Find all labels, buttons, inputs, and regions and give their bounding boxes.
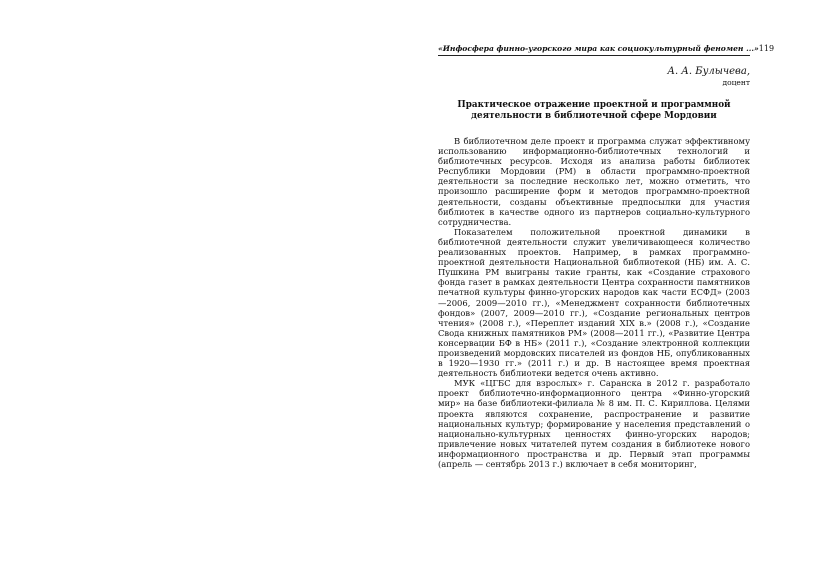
paragraph: Показателем положительной проектной динамики в библиотечной деятельности служит увеличивающееся количество реализованных проектов. Например, в рамках программно-проектной деятельности Национальной библиотекой (НБ) им. А. С. Пушкина РМ выиграны такие гранты, как «Создание страхового фонда газет в рамках деятельности Центра сохранности памятников печатной культуры финно-угорских народов как части ЕСФД» (2003—2006, 2009—2010 гг.), «Менеджмент сохранности библиотечных фондов» (2007, 2009—2010 гг.), «Создание региональных центров чтения» (2008 г.), «Переплет изданий XIX в.» (2008 г.), «Создание Свода книжных памятников РМ» (2008—2011 гг.), «Развитие Центра консервации БФ в НБ» (2011 г.), «Создание электронной коллекции произведений мордовских писателей из фондов НБ, опубликованных в 1920—1930 гг.» (2011 г.) и др. В настоящее время проектная деятельность библиотеки ведется очень активно. <box>438 226 750 379</box>
article-title: Практическое отражение проектной и программной деятельности в библиотечной сфере Мордовии <box>457 100 731 121</box>
paragraph: В библиотечном деле проект и программа служат эффективному использованию информационно-библиотечных технологий и библиотечных ресурсов. Исходя из анализа работы библиотек Республики Мордовии (РМ) в области программно-проектной деятельности за последние несколько лет, можно отметить, что произошло расширение форм и методов программно-проектной деятельности, созданы объективные предпосылки для участия библиотек в качестве одного из партнеров социально-культурного сотрудничества. <box>438 136 750 227</box>
author-name: А. А. Булычева, <box>667 66 750 77</box>
page-number: 119 <box>758 44 775 53</box>
article-body <box>438 136 750 469</box>
running-header <box>438 44 775 56</box>
running-title: «Инфосфера финно-угорского мира как социокультурный феномен ...» <box>438 44 759 53</box>
author-position: доцент <box>722 78 750 87</box>
document-page <box>438 44 775 469</box>
paragraph: МУК «ЦГБС для взрослых» г. Саранска в 2012 г. разработало проект библиотечно-информационного центра «Финно-угорский мир» на базе библиотеки-филиала № 8 им. П. С. Кириллова. Целями проекта являются сохранение, распространение и развитие национальных культур; формирование у населения представлений о национально-культурных ценностях финно-угорских народов; привлечение новых читателей путем создания в библиотеке нового информационного пространства и др. Первый этап программы (апрель — сентябрь 2013 г.) включает в себя мониторинг, <box>438 378 750 469</box>
